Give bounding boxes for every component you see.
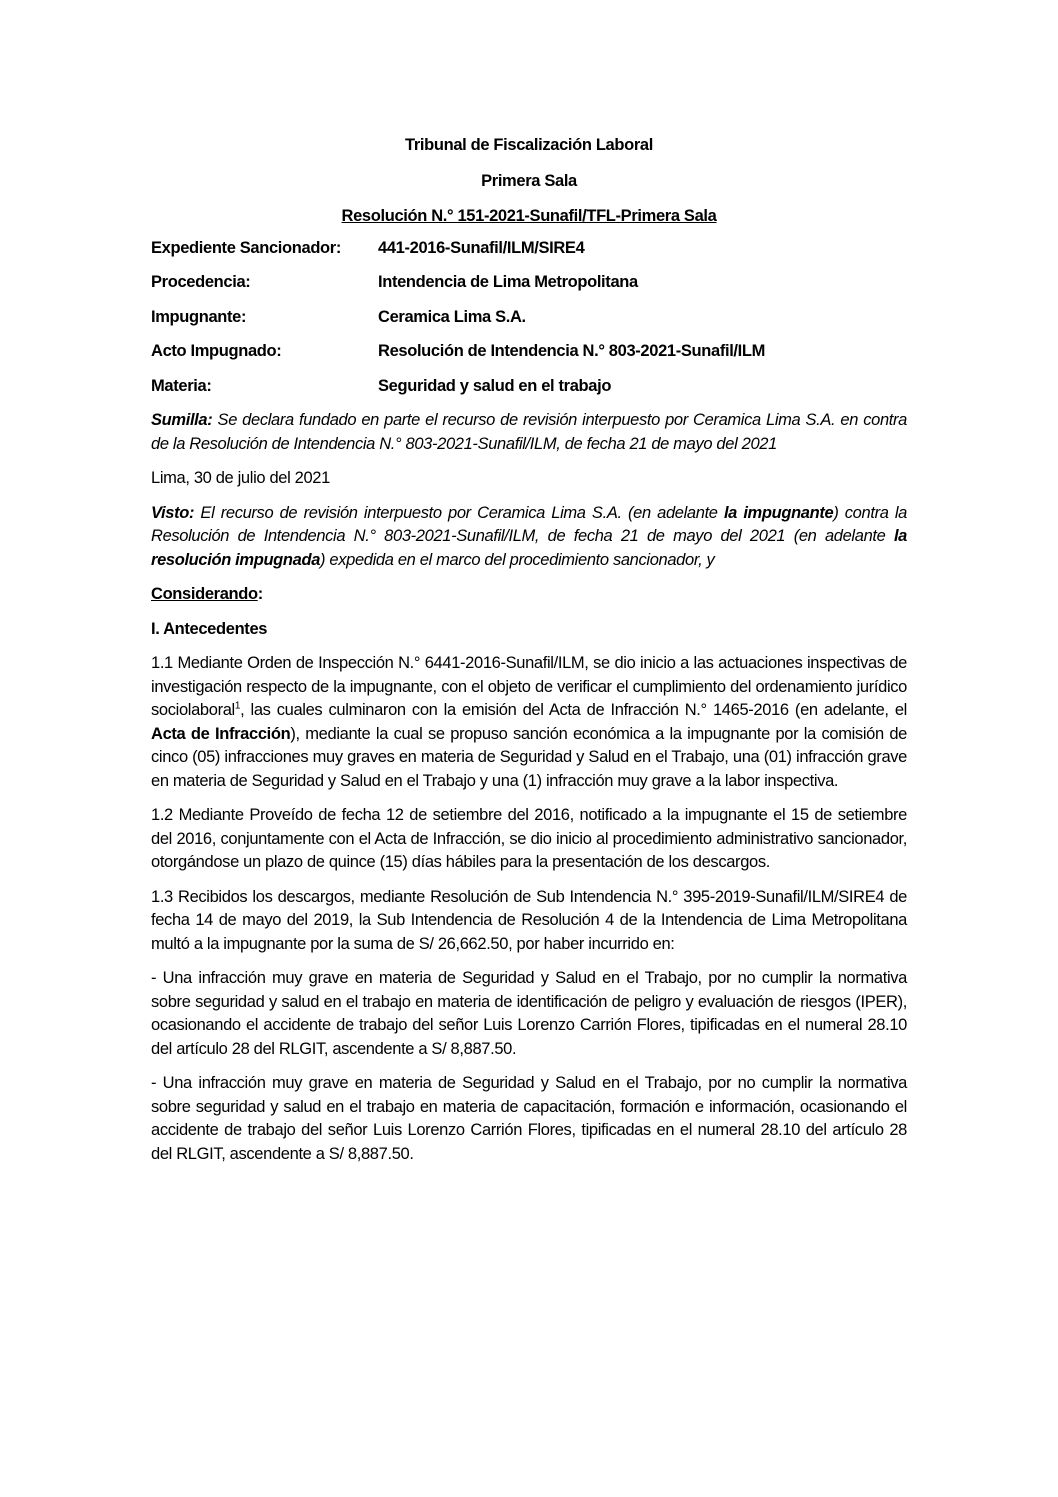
sumilla-label: Sumilla:	[151, 411, 213, 429]
metadata-value: Ceramica Lima S.A.	[378, 307, 526, 326]
metadata-row-expediente	[151, 237, 907, 261]
considerando-heading	[151, 583, 907, 607]
infraction-item: - Una infracción muy grave en materia de Seguridad y Salud en el Trabajo, por no cumplir la normativa sobre seguridad y salud en el trabajo en materia de identificación de peligro y evaluación de riesgos (IPER), ocasionando el accidente de trabajo del señor Luis Lorenzo Carrión Flores, tipificadas en el numeral 28.10 del artículo 28 del RLGIT, ascendente a S/ 8,887.50.	[151, 969, 907, 1058]
metadata-label: Impugnante:	[151, 307, 247, 326]
metadata-label: Procedencia:	[151, 273, 251, 291]
visto-bold-term: la impugnante	[723, 503, 834, 522]
visto-text: El recurso de revisión interpuesto por Ceramica Lima S.A. (en adelante	[194, 503, 724, 522]
paragraph-text: ), mediante la cual se propuso sanción económica a la impugnante por la comisión de cinco (05) infracciones muy graves en materia de Seguridad y Salud en el Trabajo, una (01) infracción grave en materia de Seguridad y Salud en el Trabajo y una (1) infracción muy grave a la labor inspectiva.	[151, 724, 907, 790]
metadata-label: Materia:	[151, 376, 212, 395]
paragraph-1-2: 1.2 Mediante Proveído de fecha 12 de setiembre del 2016, notificado a la impugnante el 15 de setiembre del 2016, conjuntamente con el Acta de Infracción, se dio inicio al procedimiento administrativo sancionador, otorgándose un plazo de quince (15) días hábiles para la presentación de los descargos.	[151, 806, 907, 871]
paragraph-1-1	[151, 652, 907, 793]
metadata-value: Resolución de Intendencia N.° 803-2021-Sunafil/ILM	[378, 342, 766, 360]
metadata-value: Seguridad y salud en el trabajo	[378, 376, 612, 395]
visto-bold-term: la resolución impugnada	[151, 527, 907, 569]
paragraph-1-3: 1.3 Recibidos los descargos, mediante Resolución de Sub Intendencia N.° 395-2019-Sunafil/ILM/SIRE4 de fecha 14 de mayo del 2019, la Sub Intendencia de Resolución 4 de la Intendencia de Lima Metropolitana multó a la impugnante por la suma de S/ 26,662.50, por haber incurrido en:	[151, 887, 907, 953]
sumilla-paragraph	[151, 409, 907, 456]
metadata-row-impugnante	[151, 306, 907, 330]
sala-title: Primera Sala	[481, 171, 577, 190]
visto-text: ) expedida en el marco del procedimiento sancionador, y	[320, 550, 715, 569]
visto-text: ) contra la Resolución de Intendencia N.° 803-2021-Sunafil/ILM, de fecha 21 de mayo del 2021 (en adelante	[151, 503, 907, 545]
metadata-row-acto-impugnado	[151, 340, 907, 364]
metadata-row-materia	[151, 375, 907, 399]
bold-term: Acta de Infracción	[151, 724, 291, 743]
tribunal-title: Tribunal de Fiscalización Laboral	[405, 136, 653, 154]
infraction-item: - Una infracción muy grave en materia de Seguridad y Salud en el Trabajo, por no cumplir la normativa sobre seguridad y salud en el trabajo en materia de capacitación, formación e información, ocasionando el accidente de trabajo del señor Luis Lorenzo Carrión Flores, tipificadas en el numeral 28.10 del artículo 28 del RLGIT, ascendente a S/ 8,887.50.	[151, 1074, 907, 1163]
metadata-value: Intendencia de Lima Metropolitana	[378, 273, 638, 291]
visto-paragraph	[151, 502, 907, 573]
section-heading-antecedentes: I. Antecedentes	[151, 619, 268, 638]
document-body	[151, 134, 907, 1177]
visto-label: Visto:	[151, 503, 195, 522]
considerando-label: Considerando	[151, 585, 258, 603]
paragraph-text: 1.1 Mediante Orden de Inspección N.° 6441-2016-Sunafil/ILM, se dio inicio a las actuaciones inspectivas de investigación respecto de la impugnante, con el objeto de verificar el cumplimiento del ordenamiento jurídico sociolaboral	[151, 654, 907, 719]
metadata-label: Expediente Sancionador:	[151, 238, 341, 257]
date-line: Lima, 30 de julio del 2021	[151, 469, 330, 487]
considerando-colon: :	[257, 585, 263, 603]
metadata-value: 441-2016-Sunafil/ILM/SIRE4	[378, 238, 585, 257]
resolution-number: Resolución N.° 151-2021-Sunafil/TFL-Primera Sala	[341, 207, 717, 225]
metadata-label: Acto Impugnado:	[151, 342, 282, 360]
paragraph-text: , las cuales culminaron con la emisión del Acta de Infracción N.° 1465-2016 (en adelante, el	[240, 701, 907, 719]
case-metadata	[151, 237, 907, 399]
metadata-row-procedencia	[151, 271, 907, 295]
footnote-reference[interactable]: 1	[234, 700, 241, 712]
sumilla-text: Se declara fundado en parte el recurso de revisión interpuesto por Ceramica Lima S.A. en contra de la Resolución de Intendencia N.° 803-2021-Sunafil/ILM, de fecha 21 de mayo del 2021	[151, 411, 907, 453]
